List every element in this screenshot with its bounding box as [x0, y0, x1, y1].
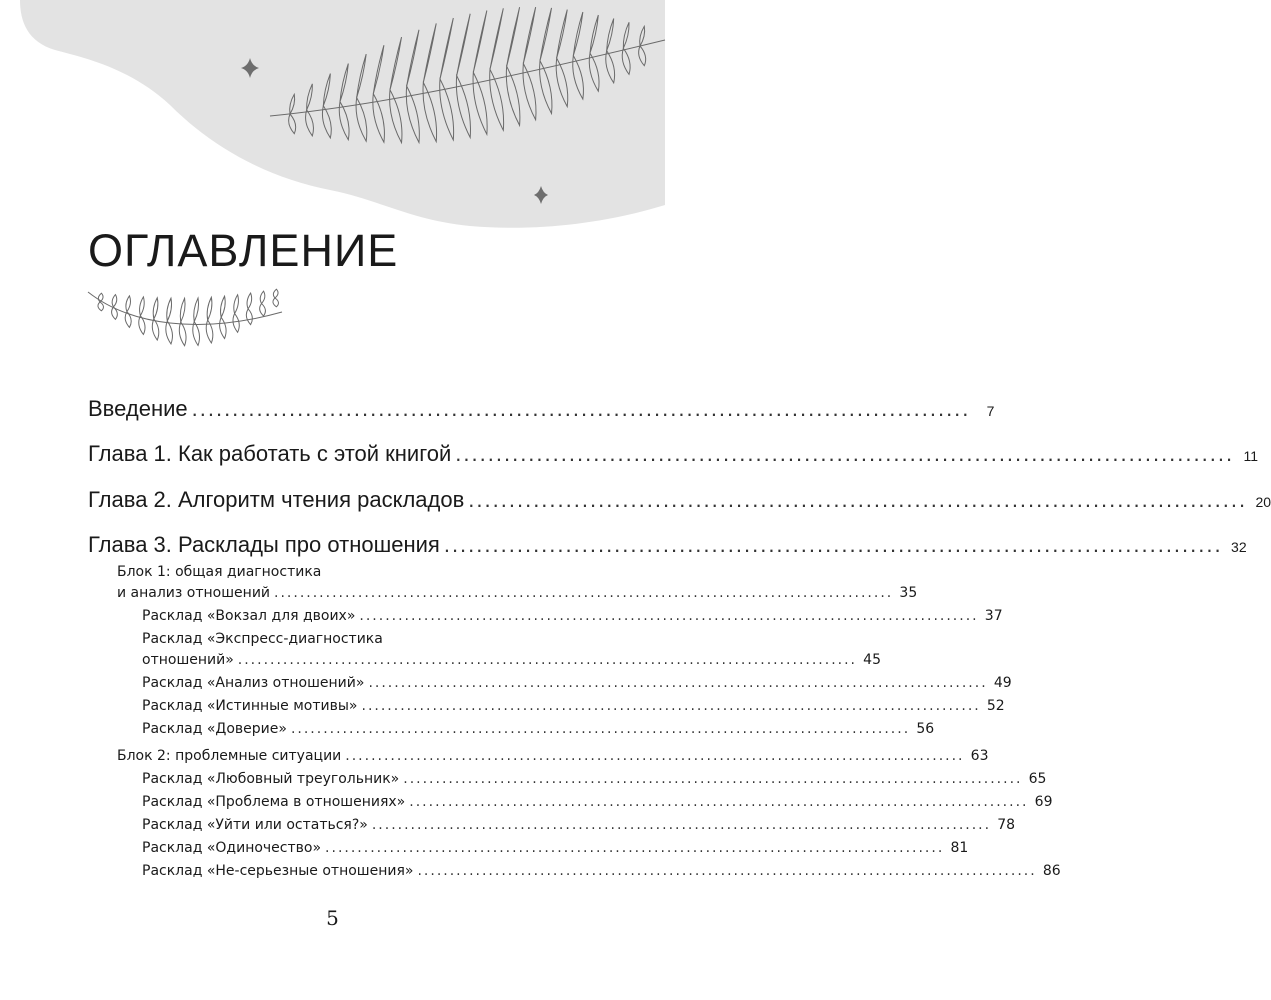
toc-block-row[interactable]: [117, 748, 989, 764]
toc-page-number: 49: [993, 675, 1012, 691]
toc-page-number: 37: [984, 608, 1003, 624]
toc-item-row[interactable]: [142, 698, 1005, 714]
toc-item-title: Расклад «Проблема в отношениях»: [142, 794, 406, 810]
toc-page-number: 63: [970, 748, 989, 764]
leader-dots: ................................................................................................: [361, 698, 981, 714]
toc-block-title[interactable]: Блок 1: общая диагностика: [117, 564, 322, 580]
fern-leaflet: [179, 322, 186, 346]
toc-item-title: Расклад «Уйти или остаться?»: [142, 817, 368, 833]
fern-leaflet: [260, 304, 266, 316]
toc-page-number: 20: [1255, 494, 1271, 510]
toc-page-number: 65: [1028, 771, 1047, 787]
toc-chapter-title: Глава 3. Расклады про отношения: [88, 532, 440, 557]
toc-item-row[interactable]: [142, 817, 1016, 833]
leader-dots: ................................................................................................: [443, 532, 1223, 557]
toc-item-title: Расклад «Вокзал для двоих»: [142, 608, 356, 624]
toc-block-title-cont: и анализ отношений: [117, 585, 271, 601]
fern-leaflet: [207, 297, 212, 320]
fern-leaflet: [180, 298, 185, 322]
toc-item-title: Расклад «Любовный треугольник»: [142, 771, 400, 787]
leader-dots: ................................................................................................: [371, 817, 992, 833]
leader-dots: ................................................................................................: [417, 863, 1037, 879]
toc-chapter-row[interactable]: [88, 532, 1247, 558]
fern-leaflet: [260, 291, 265, 303]
toc-chapter-row[interactable]: [88, 396, 995, 422]
toc-page-number: 35: [899, 585, 918, 601]
fern-leaflet: [246, 309, 252, 325]
toc-item-row[interactable]: [142, 771, 1047, 787]
fern-leaflet: [234, 295, 239, 314]
fern-branch-small-icon: [88, 289, 282, 346]
toc-page-number: 56: [916, 721, 935, 737]
toc-item-row[interactable]: [142, 675, 1012, 691]
fern-leaflet: [126, 296, 131, 312]
leader-dots: ................................................................................................: [359, 608, 979, 624]
fern-leaflet: [140, 297, 145, 316]
fern-leaflet: [193, 322, 200, 346]
toc-block-row[interactable]: [117, 585, 918, 601]
toc-page-number: 78: [997, 817, 1016, 833]
toc-item-title: Расклад «Не-серьезные отношения»: [142, 863, 414, 879]
grey-blob-background: [20, 0, 665, 228]
toc-item-title[interactable]: Расклад «Экспресс-диагностика: [142, 631, 383, 647]
toc-item-row[interactable]: [142, 652, 881, 668]
toc-item-row[interactable]: [142, 840, 969, 856]
toc-chapter-row[interactable]: [88, 487, 1271, 513]
leader-dots: ................................................................................................: [274, 585, 894, 601]
toc-page-number: 45: [863, 652, 881, 668]
toc-item-title: Расклад «Доверие»: [142, 721, 287, 737]
toc-chapter-row[interactable]: [88, 441, 1259, 467]
leader-dots: ................................................................................................: [325, 840, 945, 856]
leader-dots: ................................................................................................: [403, 771, 1023, 787]
fern-leaflet: [166, 321, 173, 344]
toc-item-title: Расклад «Анализ отношений»: [142, 675, 365, 691]
toc-page-number: 52: [986, 698, 1005, 714]
leader-dots: ................................................................................................: [455, 441, 1235, 466]
toc-chapter-title: Глава 1. Как работать с этой книгой: [88, 441, 452, 466]
leader-dots: ................................................................................................: [468, 487, 1248, 512]
toc-chapter-title: Глава 2. Алгоритм чтения раскладов: [88, 487, 465, 512]
leader-dots: ................................................................................................: [290, 721, 911, 737]
toc-page-number: 11: [1243, 448, 1259, 464]
fern-leaflet: [273, 298, 279, 307]
toc-page-number: 81: [950, 840, 969, 856]
toc-item-title: Расклад «Истинные мотивы»: [142, 698, 358, 714]
toc-item-row[interactable]: [142, 794, 1053, 810]
fern-leaflet: [206, 320, 213, 343]
toc-page-number: 69: [1034, 794, 1053, 810]
fern-leaflet: [167, 298, 172, 321]
toc-chapter-title: Введение: [88, 396, 188, 421]
toc-item-row[interactable]: [142, 863, 1061, 879]
toc-page-number: 7: [986, 403, 995, 419]
toc-block-title: Блок 2: проблемные ситуации: [117, 748, 342, 764]
toc-item-title-cont: отношений»: [142, 652, 234, 668]
leader-dots: ................................................................................................: [237, 652, 857, 668]
fern-leaflet: [112, 295, 117, 307]
toc-item-title: Расклад «Одиночество»: [142, 840, 322, 856]
fern-leaflet: [98, 293, 103, 302]
fern-leaflet: [220, 317, 227, 338]
fern-leaflet: [152, 319, 159, 340]
toc-page-number: 32: [1231, 539, 1247, 555]
leader-dots: ................................................................................................: [368, 675, 988, 691]
fern-leaflet: [247, 293, 252, 309]
leader-dots: ................................................................................................: [345, 748, 965, 764]
page-title: ОГЛАВЛЕНИЕ: [88, 225, 399, 276]
fern-leaflet: [233, 314, 239, 333]
toc-page-number: 86: [1042, 863, 1061, 879]
leader-dots: ................................................................................................: [409, 794, 1029, 810]
fern-leaflet: [98, 302, 104, 311]
toc-item-row[interactable]: [142, 608, 1003, 624]
fern-leaflet: [273, 289, 278, 298]
page-number: 5: [326, 906, 339, 930]
fern-leaflet: [194, 298, 199, 322]
fern-leaflet: [153, 298, 158, 319]
leader-dots: ................................................................................................: [191, 396, 971, 421]
fern-leaflet: [221, 296, 226, 317]
toc-item-row[interactable]: [142, 721, 935, 737]
